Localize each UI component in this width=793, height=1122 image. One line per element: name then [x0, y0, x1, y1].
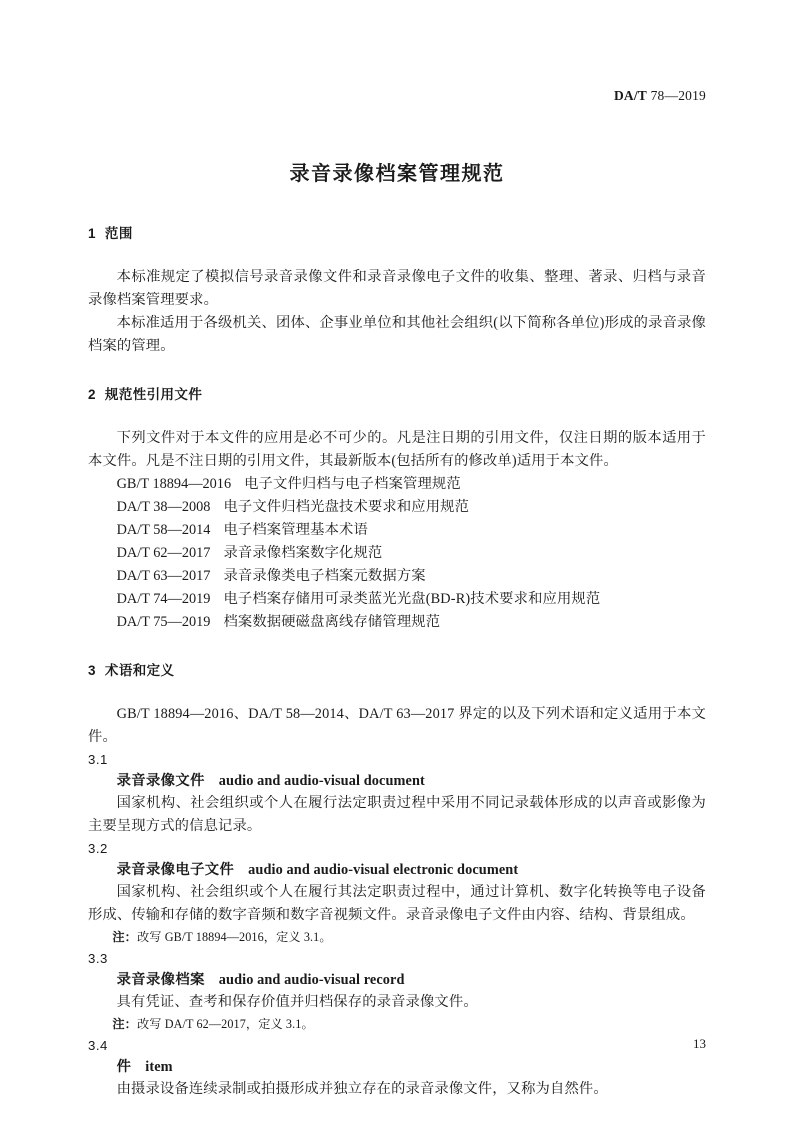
header-standard-number: 78—2019	[647, 88, 706, 103]
reference-title: 档案数据硬磁盘离线存储管理规范	[223, 614, 441, 630]
term-name-en: audio and audio-visual record	[218, 972, 405, 988]
list-item	[88, 588, 706, 611]
term-heading	[88, 770, 706, 792]
term-note	[88, 927, 706, 948]
running-header	[88, 88, 706, 104]
reference-id: DA/T 74—2019	[116, 591, 211, 607]
term-name-en: item	[145, 1059, 173, 1075]
term-heading	[88, 969, 706, 991]
clause-number-1: 1	[88, 226, 96, 241]
clause-title-1: 范围	[104, 226, 133, 241]
note-text: 改写 DA/T 62—2017，定义 3.1。	[136, 1017, 314, 1031]
term-definition: 具有凭证、查考和保存价值并归档保存的录音录像文件。	[116, 994, 478, 1010]
reference-id: DA/T 63—2017	[116, 568, 211, 584]
paragraph: 本标准适用于各级机关、团体、企事业单位和其他社会组织(以下简称各单位)形成的录音录像档案的管理。	[88, 315, 706, 354]
term-name-cn: 件	[116, 1059, 132, 1075]
clause-number-2: 2	[88, 387, 96, 402]
term-number: 3.3	[88, 951, 108, 966]
reference-title: 电子档案存储用可录类蓝光光盘(BD-R)技术要求和应用规范	[223, 591, 601, 607]
note-text: 改写 GB/T 18894—2016，定义 3.1。	[136, 930, 332, 944]
term-definition: 国家机构、社会组织或个人在履行其法定职责过程中，通过计算机、数字化转换等电子设备形成、传输和存储的数字音频和数字音视频文件。录音录像电子文件由内容、结构、背景组成。	[88, 884, 706, 923]
term-note	[88, 1014, 706, 1035]
paragraph: GB/T 18894—2016、DA/T 58—2014、DA/T 63—2017 界定的以及下列术语和定义适用于本文件。	[88, 706, 706, 745]
normative-references-list	[88, 473, 706, 634]
paragraph: 下列文件对于本文件的应用是必不可少的。凡是注日期的引用文件，仅注日期的版本适用于本文件。凡是不注日期的引用文件，其最新版本(包括所有的修改单)适用于本文件。	[88, 430, 706, 469]
list-item	[88, 519, 706, 542]
term-name-cn: 录音录像文件	[116, 773, 205, 789]
term-name-cn: 录音录像档案	[116, 972, 205, 988]
reference-id: GB/T 18894—2016	[116, 476, 232, 492]
reference-title: 电子文件归档光盘技术要求和应用规范	[223, 499, 470, 515]
term-name-cn: 录音录像电子文件	[116, 862, 235, 878]
reference-title: 录音录像档案数字化规范	[223, 545, 383, 561]
header-standard-prefix: DA/T	[613, 88, 648, 103]
reference-title: 电子文件归档与电子档案管理规范	[244, 476, 461, 492]
list-item	[88, 496, 706, 519]
clause-title-3: 术语和定义	[104, 663, 175, 678]
list-item	[88, 473, 706, 496]
term-name-en: audio and audio-visual document	[218, 773, 425, 789]
term-definition: 由摄录设备连续录制或拍摄形成并独立存在的录音录像文件，又称为自然件。	[116, 1081, 608, 1097]
note-label: 注：	[112, 930, 137, 944]
page-title: 录音录像档案管理规范	[289, 163, 505, 185]
reference-title: 电子档案管理基本术语	[223, 522, 368, 538]
list-item	[88, 565, 706, 588]
term-name-en: audio and audio-visual electronic document	[248, 862, 519, 878]
list-item	[88, 542, 706, 565]
clause-heading-3	[88, 659, 706, 679]
paragraph: 本标准规定了模拟信号录音录像文件和录音录像电子文件的收集、整理、著录、归档与录音录像档案管理要求。	[88, 269, 706, 308]
list-item	[88, 611, 706, 634]
clause-number-3: 3	[88, 663, 96, 678]
reference-id: DA/T 75—2019	[116, 614, 211, 630]
document-body	[88, 222, 706, 1101]
term-number: 3.2	[88, 841, 108, 856]
term-definition: 国家机构、社会组织或个人在履行法定职责过程中采用不同记录载体形成的以声音或影像为主要呈现方式的信息记录。	[88, 795, 706, 834]
clause-heading-1	[88, 222, 706, 242]
reference-id: DA/T 58—2014	[116, 522, 211, 538]
reference-id: DA/T 62—2017	[116, 545, 211, 561]
term-number: 3.1	[88, 752, 108, 767]
clause-heading-2	[88, 383, 706, 403]
reference-title: 录音录像类电子档案元数据方案	[223, 568, 426, 584]
clause-title-2: 规范性引用文件	[104, 387, 203, 402]
note-label: 注：	[112, 1017, 137, 1031]
term-heading	[88, 859, 706, 881]
page-number: 13	[693, 1036, 706, 1051]
term-number: 3.4	[88, 1038, 108, 1053]
term-heading	[88, 1056, 706, 1078]
reference-id: DA/T 38—2008	[116, 499, 211, 515]
